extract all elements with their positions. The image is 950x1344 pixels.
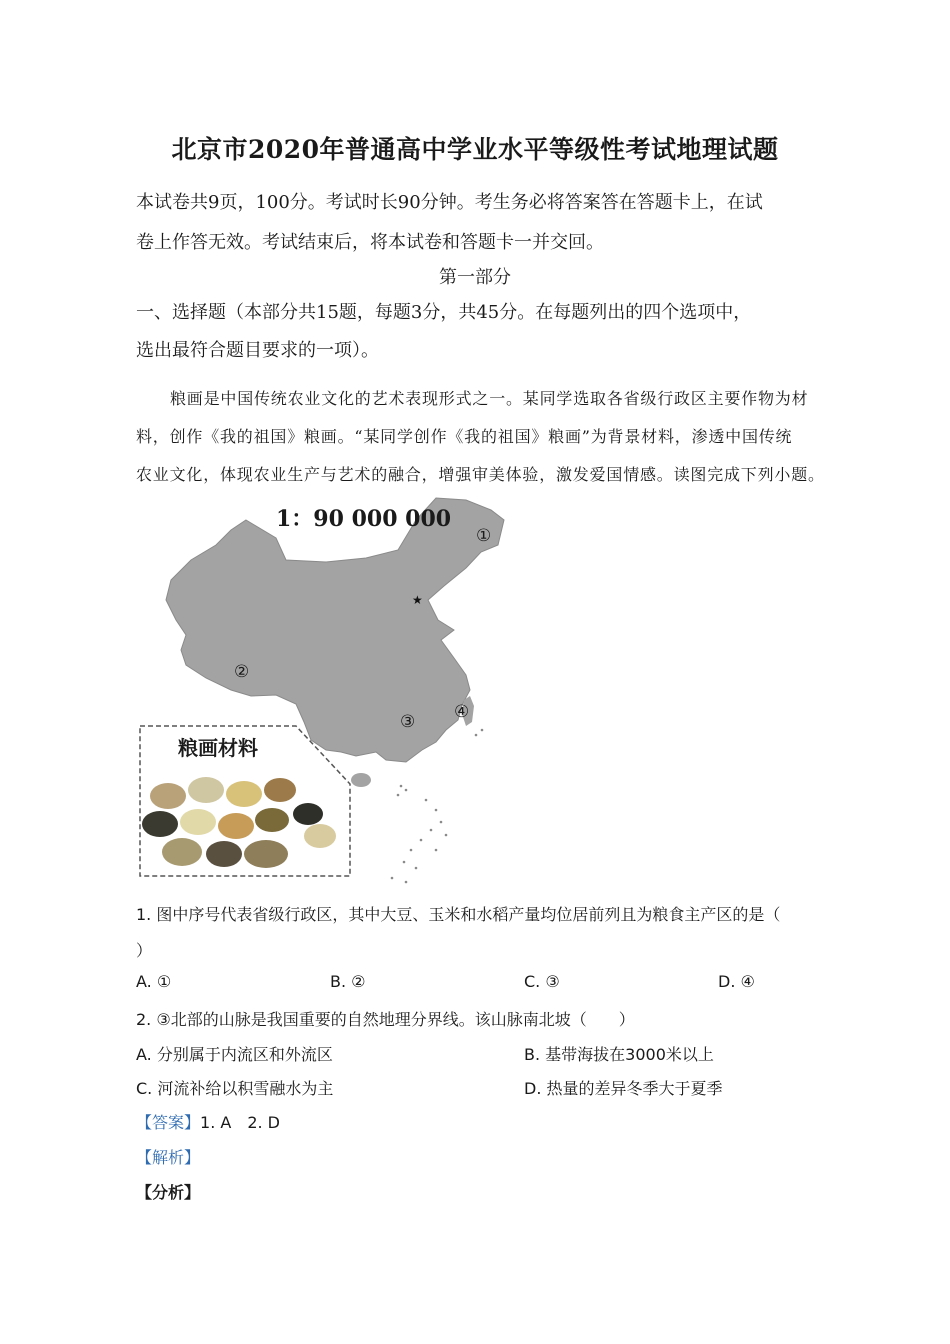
map-marker-1: ① xyxy=(476,526,492,546)
question-1-text-cont: ） xyxy=(136,941,153,960)
china-map-figure xyxy=(136,490,536,890)
q1-option-b: B. ② xyxy=(330,972,366,991)
analysis-label: 【解析】 xyxy=(136,1148,201,1167)
question-2-text: 2. ③北部的山脉是我国重要的自然地理分界线。该山脉南北坡（ ） xyxy=(136,1010,635,1029)
q2-option-d: D. 热量的差异冬季大于夏季 xyxy=(524,1079,723,1098)
map-marker-4: ④ xyxy=(454,702,470,722)
map-marker-2: ② xyxy=(234,662,250,682)
map-scale: 1：90 000 000 xyxy=(276,506,452,532)
part-heading: 第一部分 xyxy=(439,267,511,288)
page-title: 北京市2020年普通高中学业水平等级性考试地理试题 xyxy=(171,135,779,164)
passage-line-2: 料，创作《我的祖国》粮画。“某同学创作《我的祖国》粮画”为背景材料，渗透中国传统 xyxy=(136,427,793,446)
section-line-1: 一、选择题（本部分共15题，每题3分，共45分。在每题列出的四个选项中， xyxy=(136,302,752,323)
question-1-text: 1. 图中序号代表省级行政区，其中大豆、玉米和水稻产量均位居前列且为粮食主产区的是（ xyxy=(136,905,781,924)
legend-title: 粮画材料 xyxy=(178,736,258,760)
capital-star-icon: ★ xyxy=(412,593,423,607)
intro-line-2: 卷上作答无效。考试结束后，将本试卷和答题卡一并交回。 xyxy=(136,232,604,253)
answer-line xyxy=(136,1110,280,1133)
grain-material-legend xyxy=(138,724,348,874)
q2-option-b: B. 基带海拔在3000米以上 xyxy=(524,1045,714,1064)
answer-label: 【答案】 xyxy=(136,1113,201,1132)
q1-option-a: A. ① xyxy=(136,972,172,991)
section-line-2: 选出最符合题目要求的一项）。 xyxy=(136,340,379,361)
answer-value: 1. A 2. D xyxy=(200,1113,280,1132)
map-marker-3: ③ xyxy=(400,712,416,732)
intro-line-1: 本试卷共9页，100分。考试时长90分钟。考生务必将答案答在答题卡上，在试 xyxy=(136,192,763,213)
q1-option-d: D. ④ xyxy=(718,972,755,991)
q1-option-c: C. ③ xyxy=(524,972,560,991)
passage-line-3: 农业文化，体现农业生产与艺术的融合，增强审美体验，激发爱国情感。读图完成下列小题。 xyxy=(136,465,825,484)
q2-option-a: A. 分别属于内流区和外流区 xyxy=(136,1045,333,1064)
mainland-shape xyxy=(166,498,504,762)
fenxi-label: 【分析】 xyxy=(136,1183,201,1202)
passage-line-1: 粮画是中国传统农业文化的艺术表现形式之一。某同学选取各省级行政区主要作物为材 xyxy=(170,389,809,408)
hainan-shape xyxy=(351,773,371,787)
q2-option-c: C. 河流补给以积雪融水为主 xyxy=(136,1079,334,1098)
